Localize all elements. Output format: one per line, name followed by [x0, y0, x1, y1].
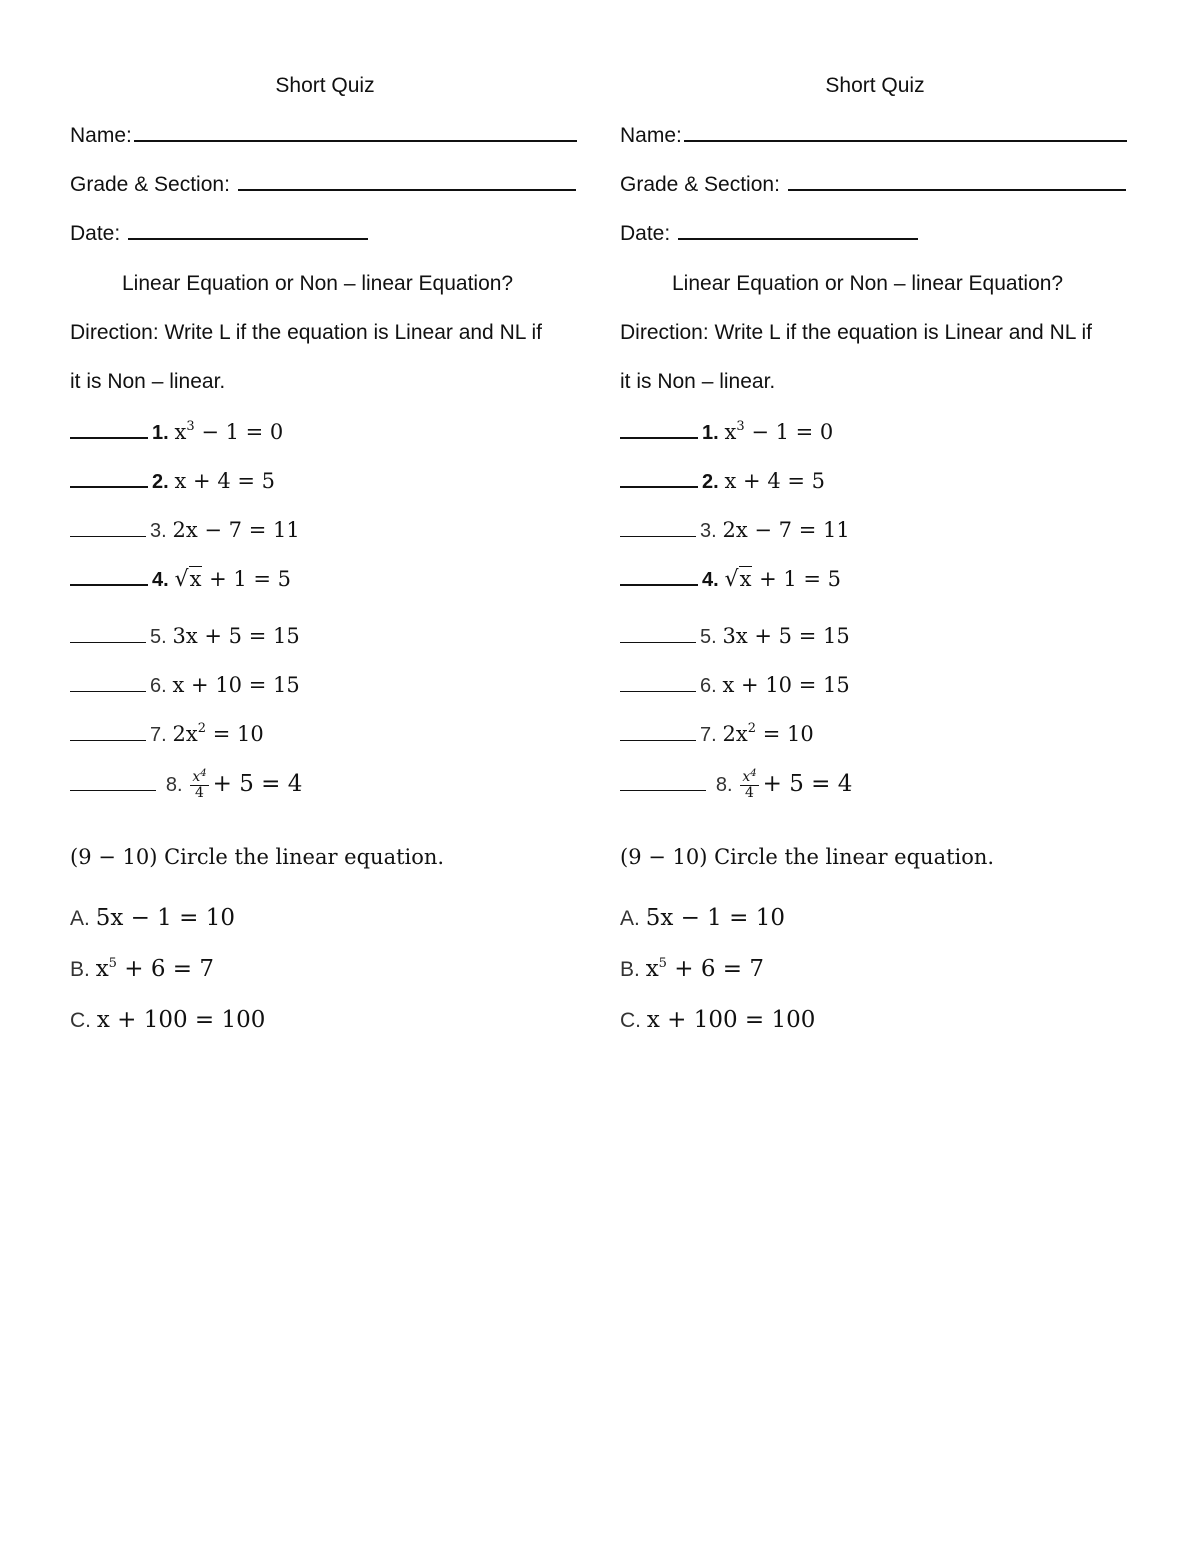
item-equation: x + 4 = 5 — [724, 469, 825, 493]
item-equation: $x^3 - 1 = 0$ — [724, 419, 834, 444]
quiz-item-4 — [620, 567, 841, 592]
answer-blank[interactable] — [620, 789, 706, 791]
item-number: 2. — [152, 471, 169, 493]
choice-label: B. — [620, 958, 640, 981]
item-number: 5. — [150, 626, 167, 648]
choice-equation: 5x − 1 = 10 — [645, 905, 785, 931]
item-number: 7. — [150, 724, 167, 746]
item-equation: x + 10 = 15 — [722, 673, 850, 697]
name-blank[interactable] — [134, 139, 577, 142]
square-root-icon: √ — [724, 567, 739, 592]
direction-line-2: it is Non – linear. — [620, 370, 776, 393]
choice-a[interactable] — [70, 905, 235, 931]
choice-equation: x + 100 = 100 — [646, 1007, 816, 1033]
choice-label: A. — [70, 907, 90, 930]
quiz-item-4 — [70, 567, 291, 592]
quiz-item-2 — [620, 469, 825, 494]
item-equation: 3x + 5 = 15 — [172, 624, 300, 648]
item-number: 7. — [700, 724, 717, 746]
answer-blank[interactable] — [70, 739, 146, 741]
quiz-heading: Linear Equation or Non – linear Equation? — [672, 272, 1064, 295]
item-equation: x + 4 = 5 — [174, 469, 275, 493]
item-equation: 2x − 7 = 11 — [722, 518, 850, 542]
item-equation: $x^3 - 1 = 0$ — [174, 419, 284, 444]
answer-blank[interactable] — [70, 690, 146, 692]
quiz-item-3 — [70, 518, 300, 543]
answer-blank[interactable] — [620, 436, 698, 439]
answer-blank[interactable] — [620, 739, 696, 741]
item-number: 4. — [152, 569, 169, 591]
quiz-item-5 — [70, 624, 300, 649]
name-field[interactable] — [620, 124, 1127, 148]
answer-blank[interactable] — [620, 485, 698, 488]
choice-b[interactable] — [70, 956, 214, 982]
answer-blank[interactable] — [70, 436, 148, 439]
item-number: 3. — [700, 520, 717, 542]
direction-line-1: Direction: Write L if the equation is Linear and NL if — [70, 321, 542, 344]
grade-section-label: Grade & Section: — [70, 173, 230, 196]
date-field[interactable] — [620, 222, 918, 246]
item-fraction: $\frac{x^4}{4}$ — [742, 768, 757, 801]
item-number: 5. — [700, 626, 717, 648]
choice-c[interactable] — [620, 1007, 815, 1033]
item-number: 4. — [702, 569, 719, 591]
item-equation: 3x + 5 = 15 — [722, 624, 850, 648]
quiz-title: Short Quiz — [825, 74, 925, 97]
quiz-item-2 — [70, 469, 275, 494]
choice-c[interactable] — [70, 1007, 265, 1033]
item-equation: √x + 1 = 5 — [174, 567, 292, 592]
item-equation: + 5 = 4 — [762, 771, 853, 798]
answer-blank[interactable] — [70, 789, 156, 791]
quiz-item-6 — [70, 673, 300, 698]
circle-prompt: (9 − 10) Circle the linear equation. — [70, 845, 445, 869]
name-label: Name: — [620, 124, 682, 147]
quiz-item-8 — [70, 770, 302, 801]
circle-prompt: (9 − 10) Circle the linear equation. — [620, 845, 995, 869]
answer-blank[interactable] — [620, 535, 696, 537]
item-number: 1. — [152, 422, 169, 444]
answer-blank[interactable] — [620, 641, 696, 643]
choice-label: C. — [70, 1009, 91, 1032]
direction-line-1: Direction: Write L if the equation is Linear and NL if — [620, 321, 1092, 344]
direction-line-2: it is Non – linear. — [70, 370, 226, 393]
grade-section-blank[interactable] — [238, 188, 576, 191]
choice-a[interactable] — [620, 905, 785, 931]
item-fraction: $\frac{x^4}{4}$ — [192, 768, 207, 801]
square-root-icon: √ — [174, 567, 189, 592]
quiz-title: Short Quiz — [275, 74, 375, 97]
choice-label: B. — [70, 958, 90, 981]
answer-blank[interactable] — [70, 485, 148, 488]
item-number: 3. — [150, 520, 167, 542]
name-blank[interactable] — [684, 139, 1127, 142]
choice-equation: $x^5 + 6 = 7$ — [645, 956, 765, 982]
item-equation: 2x − 7 = 11 — [172, 518, 300, 542]
answer-blank[interactable] — [70, 641, 146, 643]
answer-blank[interactable] — [70, 535, 146, 537]
answer-blank[interactable] — [620, 583, 698, 586]
date-blank[interactable] — [128, 237, 368, 240]
quiz-item-8 — [620, 770, 852, 801]
quiz-item-1 — [70, 420, 283, 445]
date-blank[interactable] — [678, 237, 918, 240]
choice-equation: x + 100 = 100 — [96, 1007, 266, 1033]
name-field[interactable] — [70, 124, 577, 148]
quiz-item-6 — [620, 673, 850, 698]
item-number: 8. — [715, 774, 733, 797]
choice-label: A. — [620, 907, 640, 930]
grade-section-label: Grade & Section: — [620, 173, 780, 196]
item-equation: √x + 1 = 5 — [724, 567, 842, 592]
item-number: 6. — [150, 675, 167, 697]
answer-blank[interactable] — [620, 690, 696, 692]
date-label: Date: — [70, 222, 121, 245]
grade-section-blank[interactable] — [788, 188, 1126, 191]
choice-b[interactable] — [620, 956, 764, 982]
choice-label: C. — [620, 1009, 641, 1032]
grade-section-field[interactable] — [620, 173, 1126, 197]
item-equation: $2x^2 = 10$ — [172, 721, 264, 746]
grade-section-field[interactable] — [70, 173, 576, 197]
date-field[interactable] — [70, 222, 368, 246]
answer-blank[interactable] — [70, 583, 148, 586]
quiz-item-3 — [620, 518, 850, 543]
quiz-heading: Linear Equation or Non – linear Equation? — [122, 272, 514, 295]
item-equation: x + 10 = 15 — [172, 673, 300, 697]
item-number: 1. — [702, 422, 719, 444]
item-equation: + 5 = 4 — [212, 771, 303, 798]
date-label: Date: — [620, 222, 671, 245]
choice-equation: $x^5 + 6 = 7$ — [95, 956, 215, 982]
quiz-item-7 — [620, 722, 814, 747]
item-number: 8. — [165, 774, 183, 797]
item-number: 2. — [702, 471, 719, 493]
quiz-item-1 — [620, 420, 833, 445]
item-number: 6. — [700, 675, 717, 697]
name-label: Name: — [70, 124, 132, 147]
item-equation: $2x^2 = 10$ — [722, 721, 814, 746]
quiz-item-5 — [620, 624, 850, 649]
choice-equation: 5x − 1 = 10 — [95, 905, 235, 931]
quiz-item-7 — [70, 722, 264, 747]
